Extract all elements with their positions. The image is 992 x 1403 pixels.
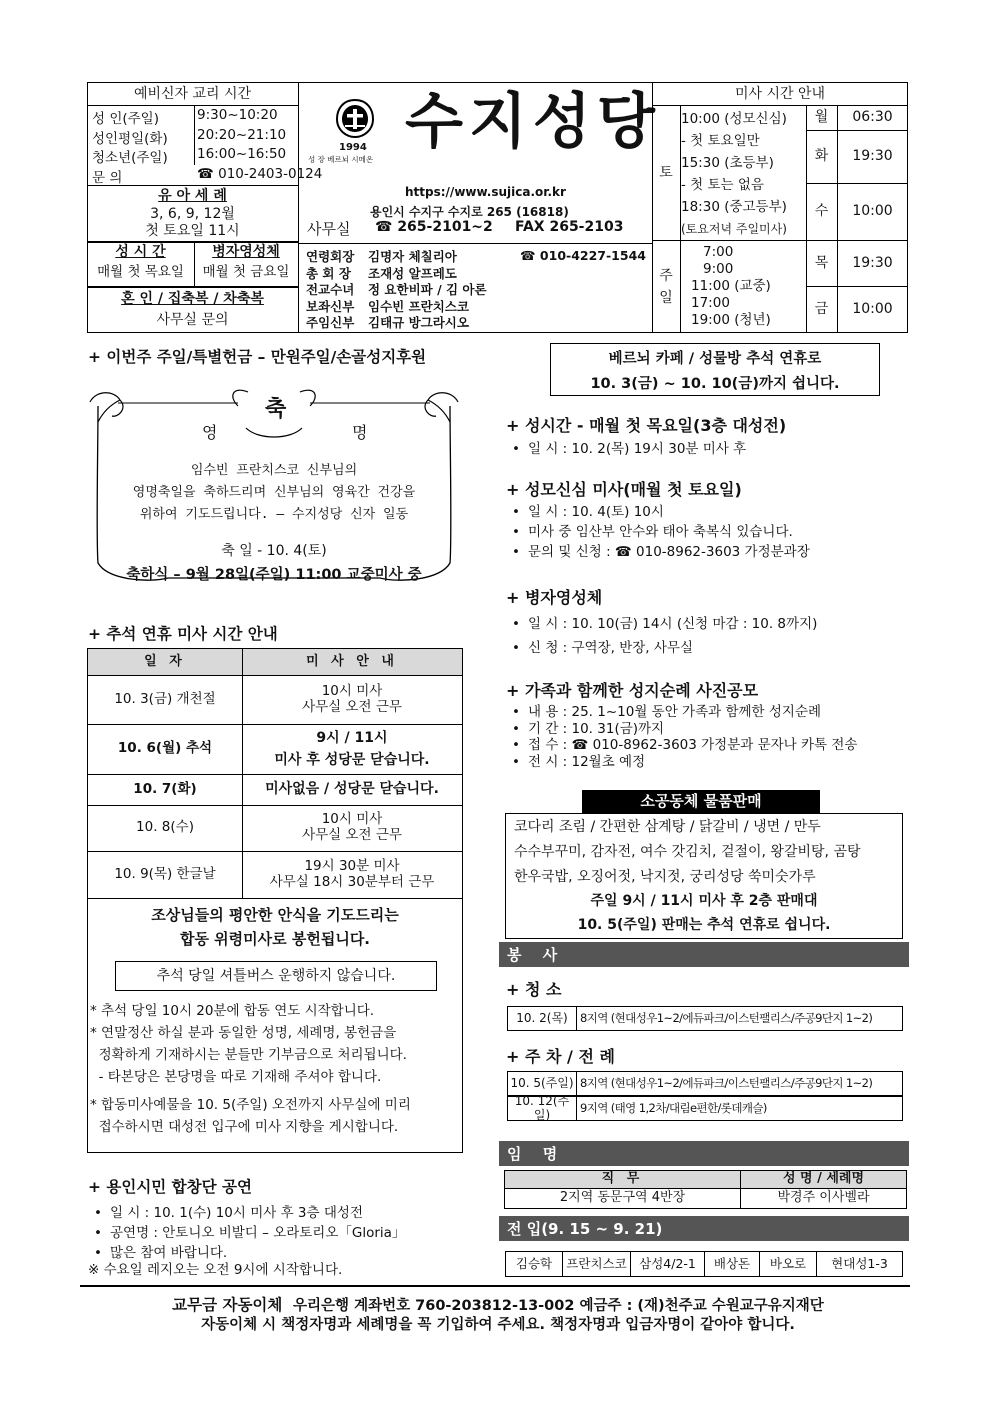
shuttle-notice: 추석 당일 셔틀버스 운행하지 않습니다. [115, 961, 437, 991]
chuseok-mass-line2: 사무실 18시 30분부터 근무 [269, 873, 435, 890]
list-item: • 일 시 : 10. 10(금) 14시 (신청 마감 : 10. 8까지) [528, 612, 928, 636]
chuseok-row-mass [242, 724, 462, 774]
chuseok-col-mass: 미 사 안 내 [242, 649, 462, 675]
parish-name: 수지성당 [405, 87, 661, 157]
infant-baptism-months: 3, 6, 9, 12월 [150, 205, 235, 222]
list-item: • 전 시 : 12월초 예정 [528, 754, 928, 771]
parish-logo [334, 97, 376, 145]
footer-account: 우리은행 계좌번호 760-203812-13-002 예금주 : (재)천주교 수원교구유지재단 [293, 1298, 824, 1314]
marian-list [506, 502, 928, 562]
mass-sunday-label: 주 일 [659, 268, 673, 306]
weekday-label: 월 [814, 109, 829, 126]
list-item: • 일 시 : 10. 1(수) 10시 미사 후 3층 대성전 [110, 1203, 490, 1223]
weekday-label: 목 [814, 254, 829, 271]
sale-bold1: 주일 9시 / 11시 미사 후 2층 판매대 [590, 893, 818, 909]
staff-phone: ☎ 010-4227-1544 [520, 248, 646, 263]
feast-title-right: 명 [352, 423, 368, 442]
parish-address: 용인시 수지구 수지로 265 (16818) [370, 205, 569, 219]
chuseok-row-mass [242, 774, 462, 805]
weekday-time: 19:30 [852, 254, 893, 271]
list-item: • 공연명 : 안토니오 비발디 – 오라토리오「Gloria」 [110, 1223, 490, 1243]
feast-badge: 축 [265, 397, 287, 422]
choir-note: ※ 수요일 레지오는 오전 9시에 시작합니다. [88, 1262, 343, 1278]
catechism-row-label: 청소년(주일) [92, 150, 168, 166]
service-date: 10. 5(주일) [507, 1071, 577, 1096]
holy-hour-when: 매월 첫 목요일 [97, 264, 184, 281]
list-item: • 신 청 : 구역장, 반장, 사무실 [528, 636, 928, 660]
mass-saturday-label: 토 [659, 164, 673, 181]
chuseok-heading: + 추석 연휴 미사 시간 안내 [88, 625, 278, 643]
staff-role: 전교수녀 [306, 282, 355, 297]
list-item: • 문의 및 신청 : ☎ 010-8962-3603 가정분과장 [528, 542, 928, 562]
holy-hour-heading: + 성시간 - 매월 첫 목요일(3층 대성전) [506, 416, 787, 435]
chuseok-mass-line1: 10시 미사 [321, 811, 383, 828]
move-in-bar: 전 입(9. 15 ~ 9. 21) [499, 1216, 909, 1241]
sale-item-line: 수수부꾸미, 감자전, 여수 갓김치, 겉절이, 왕갈비탕, 곰탕 [514, 844, 861, 860]
service-bar: 봉 사 [499, 942, 909, 967]
photo-list [506, 704, 928, 770]
move-in-cell: 현대성1-3 [816, 1251, 903, 1277]
feast-message-line: 임수빈 프란치스코 신부님의 [190, 463, 358, 478]
chuseok-row-date: 10. 6(월) 추석 [117, 740, 213, 757]
move-in-cell: 프란치스코 [562, 1251, 631, 1277]
marian-heading: + 성모신심 미사(매월 첫 토요일) [506, 480, 742, 499]
chuseok-mass-line1: 19시 30분 미사 [304, 857, 400, 874]
chuseok-note: * 연말정산 하실 분과 동일한 성명, 세례명, 봉헌금을 [90, 1025, 397, 1041]
appointment-role: 2지역 동문구역 4반장 [504, 1188, 741, 1209]
service-date: 10. 2(목) [507, 1006, 577, 1031]
sale-item-line: 코다리 조림 / 간편한 삼계탕 / 닭갈비 / 냉면 / 만두 [514, 819, 821, 835]
logo-year: 1994 [339, 142, 367, 153]
service-area: 8지역 (현대성우1~2/에듀파크/이스턴팰리스/주공9단지 1~2) [576, 1071, 903, 1096]
feast-celebration: 축하식 – 9월 28일(주일) 11:00 교중미사 중 [126, 567, 422, 583]
appointment-col-name: 성 명 / 세례명 [740, 1170, 907, 1189]
memorial-line1: 조상님들의 평안한 안식을 기도드리는 [151, 906, 399, 924]
photo-heading: + 가족과 함께한 성지순례 사진공모 [506, 681, 759, 700]
saturday-mass-line: 15:30 (초등부) [681, 155, 774, 171]
move-in-cell: 배상돈 [704, 1251, 760, 1277]
staff-name: 정 요한비파 / 김 아론 [368, 282, 487, 297]
feast-message-line: 위하여 기도드립니다. – 수지성당 신자 일동 [139, 507, 409, 522]
feast-date: 축 일 - 10. 4(토) [221, 543, 327, 559]
cleaning-heading: + 청 소 [506, 980, 562, 999]
staff-role: 보좌신부 [306, 298, 355, 314]
office-phone: ☎ 265-2101~2 [375, 219, 493, 235]
chuseok-notes [90, 1000, 462, 1138]
sale-bold2: 10. 5(주일) 판매는 추석 연휴로 쉽니다. [577, 917, 831, 933]
infant-baptism-title: 유 아 세 례 [158, 187, 227, 204]
weekday-label: 수 [814, 203, 829, 220]
chuseok-mass-line2: 사무실 오전 근무 [302, 827, 402, 843]
infant-baptism-when: 첫 토요일 11시 [145, 222, 240, 239]
sale-title: 소공동체 물품판매 [582, 790, 820, 814]
catechism-row-label: 성 인(주일) [92, 111, 159, 127]
catechism-row-label: 성인평일(화) [92, 130, 168, 147]
sunday-mass-line: 19:00 (청년) [691, 312, 771, 328]
weekday-time: 19:30 [852, 148, 893, 165]
weekday-label: 화 [814, 148, 829, 165]
staff-name: 임수빈 프란치스코 [368, 298, 469, 314]
parish-url: https://www.sujica.or.kr [405, 185, 566, 199]
weekday-time: 10:00 [852, 301, 893, 318]
office-fax: FAX 265-2103 [515, 219, 624, 235]
appointment-name: 박경주 이사벨라 [740, 1188, 907, 1209]
list-item: • 일 시 : 10. 4(토) 10시 [528, 502, 928, 522]
saturday-mass-line: 10:00 (성모신심) [681, 111, 787, 127]
chuseok-mass-line1: 10시 미사 [321, 682, 383, 699]
staff-name: 김명자 체칠리아 [368, 249, 457, 264]
chuseok-row-date: 10. 7(화) [133, 780, 197, 797]
logo-caption: 성 장 베르뇌 시메온 [308, 155, 374, 164]
holy-hour-list [506, 439, 928, 459]
saturday-mass-line: (토요저녁 주일미사) [681, 222, 787, 236]
saturday-mass-line: - 첫 토는 없음 [681, 177, 764, 193]
saturday-mass-line: 18:30 (중고등부) [681, 199, 787, 215]
feast-title-left: 영 [202, 423, 218, 442]
memorial-line2: 합동 위령미사로 봉헌됩니다. [179, 930, 371, 948]
saturday-mass-line: - 첫 토요일만 [681, 133, 760, 149]
catechism-row-label: 문 의 [92, 169, 123, 186]
appointment-col-role: 직 무 [504, 1170, 741, 1189]
footer-line1 [88, 1293, 908, 1315]
chuseok-note: * 추석 당일 10시 20분에 합동 연도 시작합니다. [90, 1003, 375, 1019]
chuseok-note: 정확하게 기재하시는 분들만 기부금으로 처리됩니다. [90, 1047, 407, 1063]
catechism-row-time: 9:30~10:20 [197, 107, 278, 123]
list-item: • 미사 중 임산부 안수와 태아 축복식 있습니다. [528, 522, 928, 542]
chuseok-row-mass [242, 675, 462, 724]
move-in-cell: 김승학 [505, 1251, 563, 1277]
chuseok-row-date: 10. 9(목) 한글날 [114, 865, 216, 882]
sick-communion-title: 병자영성체 [212, 244, 280, 261]
staff-role: 총 회 장 [306, 265, 351, 281]
list-item: • 일 시 : 10. 2(목) 19시 30분 미사 후 [528, 439, 928, 459]
move-in-cell: 바오로 [759, 1251, 817, 1277]
marriage-title: 혼 인 / 집축복 / 차축복 [121, 290, 264, 307]
chuseok-col-date: 일 자 [88, 649, 242, 675]
catechism-title: 예비신자 교리 시간 [133, 85, 252, 102]
staff-name: 조재성 알프레도 [368, 265, 457, 281]
marriage-note: 사무실 문의 [156, 311, 229, 328]
mass-title: 미사 시간 안내 [734, 85, 826, 102]
catechism-row-time: 20:20~21:10 [197, 126, 287, 143]
sick-communion-when: 매월 첫 금요일 [202, 264, 290, 281]
holy-hour-title: 성 시 간 [115, 244, 166, 261]
staff-role: 연령회장 [306, 249, 355, 264]
feast-message-line: 영명축일을 축하드리며 신부님의 영육간 건강을 [132, 485, 416, 500]
offering-line: + 이번주 주일/특별헌금 – 만원주일/손골성지후원 [88, 348, 427, 366]
catechism-row-time: 16:00~16:50 [197, 146, 287, 162]
service-area: 9지역 (태영 1,2차/대림e편한/롯데캐슬) [576, 1096, 903, 1121]
cafe-line2: 10. 3(금) ~ 10. 10(금)까지 쉽니다. [590, 376, 840, 392]
choir-heading: + 용인시민 합창단 공연 [88, 1178, 252, 1196]
staff-role: 주임신부 [306, 315, 355, 330]
chuseok-row-mass [242, 851, 462, 898]
footer-autopay: 교무금 자동이체 [172, 1296, 283, 1314]
cafe-line1: 베르뇌 카페 / 성물방 추석 연휴로 [608, 351, 822, 367]
chuseok-note: 접수하시면 대성전 입구에 미사 지향을 게시합니다. [90, 1119, 399, 1135]
sunday-mass-line: 9:00 [703, 261, 734, 277]
mass-sunday-times [681, 244, 806, 329]
move-in-cell: 삼성4/2-1 [630, 1251, 705, 1277]
weekday-label: 금 [814, 301, 829, 318]
sick-list [506, 612, 928, 660]
chuseok-note: * 합동미사예물을 10. 5(주일) 오전까지 사무실에 미리 [90, 1097, 411, 1113]
list-item: • 내 용 : 25. 1~10월 동안 가족과 함께한 성지순례 [528, 704, 928, 721]
mass-saturday-times [681, 108, 806, 240]
catechism-row-time: ☎ 010-2403-0124 [197, 165, 323, 182]
appointment-bar: 임 명 [499, 1141, 909, 1166]
chuseok-row-date: 10. 3(금) 개천절 [114, 690, 216, 707]
chuseok-mass-line1: 미사없음 / 성당문 닫습니다. [265, 781, 439, 798]
parking-heading: + 주 차 / 전 례 [506, 1047, 615, 1066]
service-date: 10. 12(주일) [507, 1096, 577, 1121]
chuseok-mass-line1: 9시 / 11시 [316, 729, 388, 746]
feast-message [98, 460, 450, 526]
chuseok-mass-line2: 미사 후 성당문 닫습니다. [274, 752, 430, 768]
staff-name: 김태규 방그라시오 [368, 315, 469, 330]
sale-items [514, 815, 902, 890]
weekday-time: 10:00 [852, 203, 893, 220]
service-area: 8지역 (현대성우1~2/에듀파크/이스턴팰리스/주공9단지 1~2) [576, 1006, 903, 1031]
chuseok-note: - 타본당은 본당명을 따로 기재해 주셔야 합니다. [90, 1069, 382, 1085]
choir-list [88, 1203, 490, 1263]
footer-line2: 자동이체 시 책정자명과 세례명을 꼭 기입하여 주세요. 책정자명과 입금자명이 같아야 합니다. [201, 1317, 795, 1333]
sale-item-line: 한우국밥, 오징어젓, 낙지젓, 궁리성당 쑥미숫가루 [514, 869, 816, 885]
list-item: • 기 간 : 10. 31(금)까지 [528, 721, 928, 738]
weekday-time: 06:30 [852, 109, 893, 126]
office-label: 사무실 [307, 220, 351, 238]
chuseok-row-date: 10. 8(수) [136, 819, 194, 836]
sick-heading: + 병자영성체 [506, 588, 603, 607]
list-item: • 많은 참여 바랍니다. [110, 1243, 490, 1263]
sunday-mass-line: 17:00 [691, 295, 730, 311]
list-item: • 접 수 : ☎ 010-8962-3603 가정분과 문자나 카톡 전송 [528, 737, 928, 754]
chuseok-row-mass [242, 805, 462, 851]
sunday-mass-line: 11:00 (교중) [691, 278, 771, 294]
sunday-mass-line: 7:00 [703, 244, 734, 260]
chuseok-mass-line2: 사무실 오전 근무 [302, 698, 402, 715]
